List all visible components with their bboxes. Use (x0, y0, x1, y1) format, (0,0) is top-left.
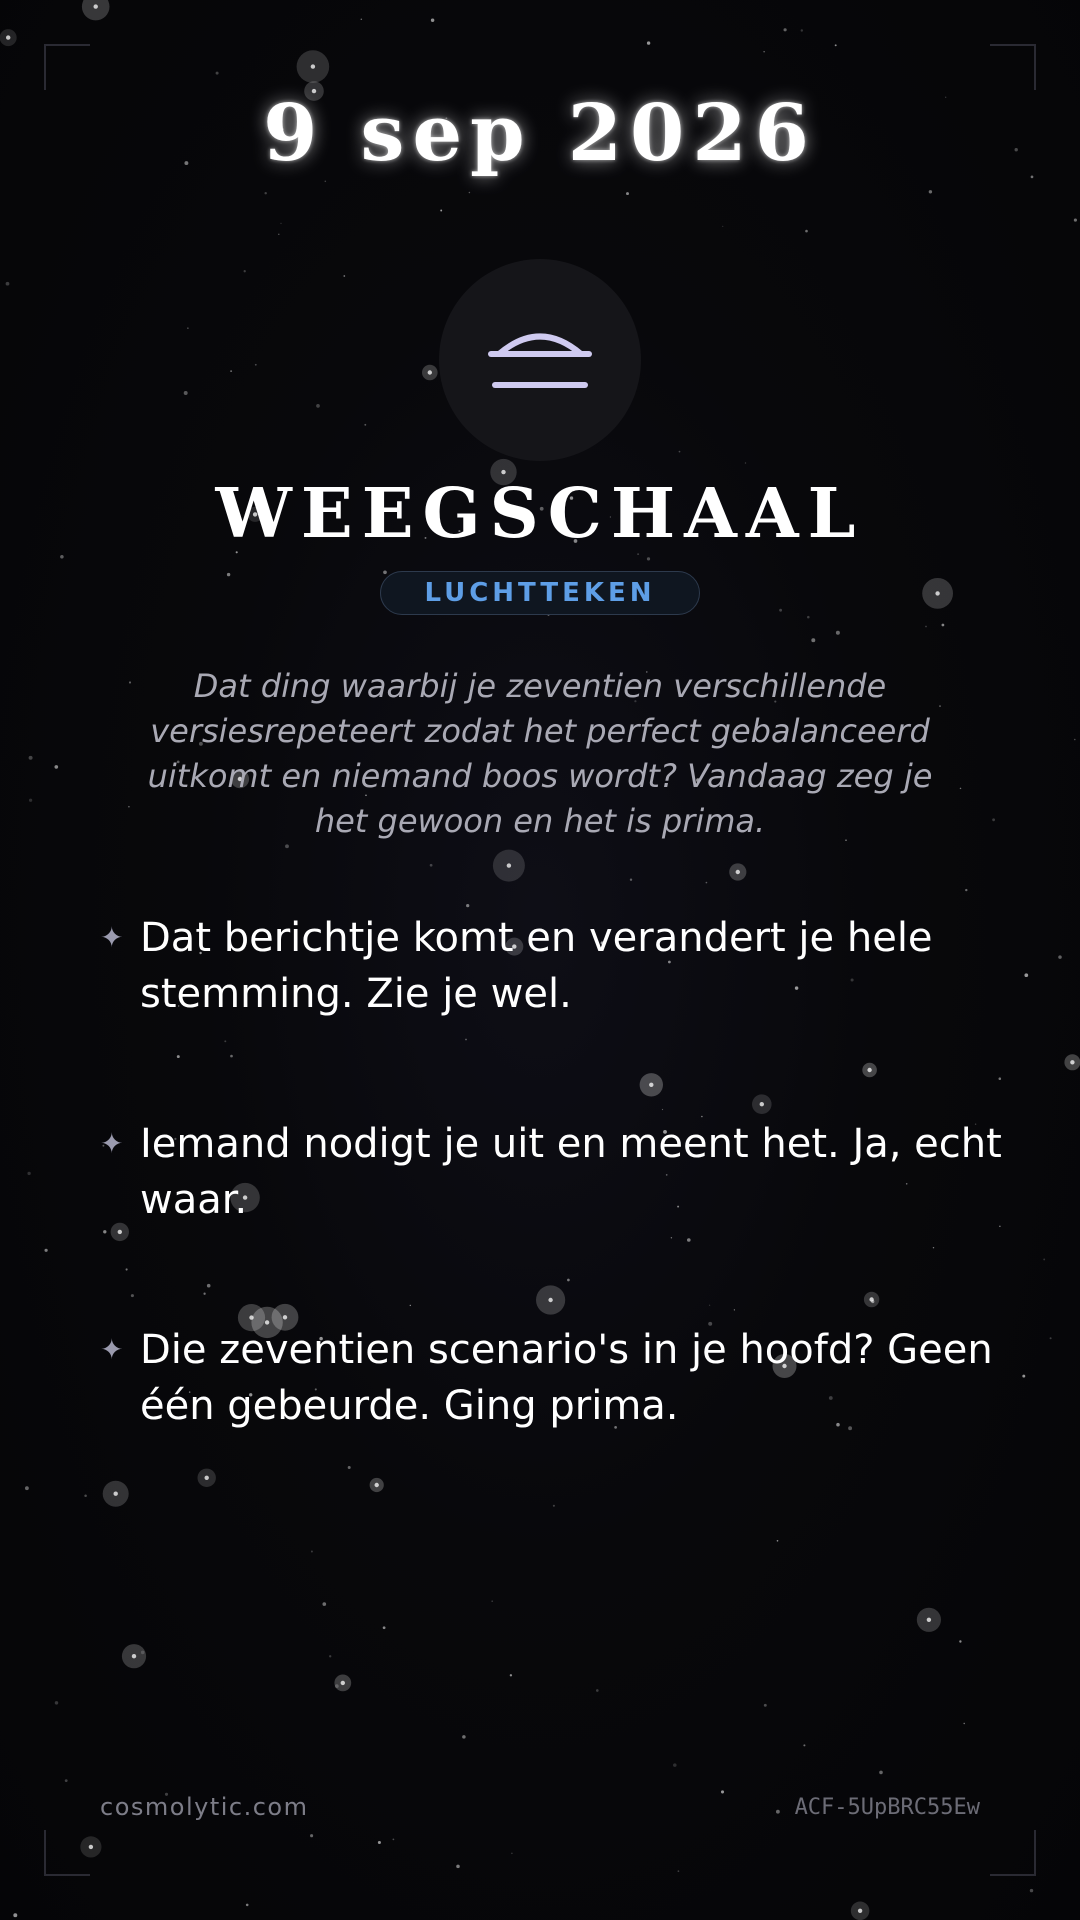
star (230, 370, 232, 372)
star (779, 609, 782, 612)
star (329, 1655, 331, 1657)
star (6, 35, 10, 39)
star (13, 1913, 17, 1917)
star (1022, 1375, 1025, 1378)
star (325, 181, 327, 183)
prediction-item (100, 1322, 1020, 1528)
star (1074, 219, 1077, 222)
star (706, 882, 708, 884)
star (811, 638, 815, 642)
star (310, 1834, 313, 1837)
star (94, 4, 98, 8)
star (807, 616, 810, 619)
star (647, 557, 650, 560)
star (673, 1763, 677, 1767)
star (596, 1689, 599, 1692)
star (1058, 955, 1062, 959)
star (764, 1704, 767, 1707)
star (187, 327, 188, 328)
star (507, 863, 511, 867)
prediction-list (100, 910, 1020, 1528)
prediction-text: Dat berichtje komt en verandert je hele stemming. Zie je wel. (140, 915, 933, 1017)
star (364, 424, 366, 426)
star (393, 1839, 395, 1841)
libra-scales-icon (485, 325, 595, 395)
intro-text: Dat ding waarbij je zeventien verschillende versiesrepeteert zodat het perfect gebalanceerd uitkomt en niemand boos wordt? Vandaag zeg je het gewoon en het is prima. (147, 667, 933, 840)
star (216, 72, 219, 75)
star (836, 631, 840, 635)
frame-corner-bottom-left (44, 1830, 90, 1876)
star (246, 1904, 249, 1907)
star (278, 234, 279, 235)
star (44, 1249, 47, 1252)
star (311, 1551, 313, 1553)
star (431, 18, 434, 21)
frame-corner-top-left (44, 44, 90, 90)
star (55, 1701, 58, 1704)
star (322, 1602, 326, 1606)
star (440, 210, 442, 212)
star (60, 555, 64, 559)
star (925, 626, 927, 628)
star (942, 624, 945, 627)
star (383, 1626, 386, 1629)
star (935, 591, 939, 595)
star (647, 41, 650, 44)
star (343, 275, 345, 277)
star-glow (82, 0, 110, 20)
star (383, 570, 387, 574)
star (679, 451, 681, 453)
star (1030, 1889, 1033, 1892)
star (626, 192, 629, 195)
star (316, 404, 320, 408)
star (469, 192, 471, 194)
star (25, 1486, 29, 1490)
star (963, 1723, 964, 1724)
star (777, 1540, 779, 1542)
horoscope-date: 9 sep 2026 (263, 88, 817, 179)
star (430, 864, 433, 867)
star (311, 64, 315, 68)
star (1070, 1060, 1074, 1064)
sparkle-bullet-icon: ✦ (100, 1127, 124, 1160)
star (927, 1618, 931, 1622)
star (361, 18, 363, 20)
star (1050, 1337, 1052, 1339)
element-badge: LUCHTTEKEN (380, 571, 700, 615)
star (184, 391, 188, 395)
star (801, 29, 803, 31)
star (264, 192, 266, 194)
star (805, 230, 808, 233)
star (630, 879, 632, 881)
star (763, 51, 764, 52)
star (428, 370, 432, 374)
star (132, 1654, 136, 1658)
star (341, 1681, 345, 1685)
star (965, 889, 967, 891)
star (285, 844, 289, 848)
frame-corner-top-right (990, 44, 1036, 90)
star (462, 1735, 466, 1739)
star (879, 1771, 883, 1775)
prediction-text: Die zeventien scenario's in je hoofd? Geen één gebeurde. Ging prima. (140, 1327, 993, 1429)
star (6, 282, 10, 286)
star (959, 1640, 961, 1642)
star (722, 226, 723, 227)
star (466, 904, 469, 907)
star (510, 1674, 512, 1676)
star (244, 270, 246, 272)
footer-site: cosmolytic.com (100, 1793, 309, 1821)
star (745, 462, 746, 463)
star (29, 756, 33, 760)
star (54, 765, 58, 769)
star (1043, 1258, 1045, 1260)
sign-name: WEEGSCHAAL (215, 474, 865, 554)
star (803, 1744, 805, 1746)
star (960, 788, 962, 790)
prediction-item (100, 910, 1020, 1116)
star (378, 1841, 381, 1844)
star (84, 1495, 87, 1498)
star (255, 364, 257, 366)
star (27, 1172, 30, 1175)
star (992, 818, 995, 821)
star (776, 1810, 780, 1814)
star (511, 1853, 512, 1854)
frame-corner-bottom-right (990, 1830, 1036, 1876)
sparkle-bullet-icon: ✦ (100, 1333, 124, 1366)
star (678, 1870, 680, 1872)
star (491, 1600, 493, 1602)
star (1024, 973, 1028, 977)
star (29, 799, 32, 802)
star (280, 223, 281, 224)
prediction-item (100, 1116, 1020, 1322)
prediction-text: Iemand nodigt je uit en meent het. Ja, echt waar. (140, 1121, 1002, 1223)
star (65, 1779, 68, 1782)
sparkle-bullet-icon: ✦ (100, 921, 124, 954)
star (835, 44, 837, 46)
star (721, 1790, 724, 1793)
star (736, 870, 740, 874)
footer-code: ACF-5UpBRC55Ew (794, 1795, 980, 1820)
star (456, 1865, 460, 1869)
star (784, 28, 787, 31)
star (929, 190, 932, 193)
sign-icon-circle (439, 259, 641, 461)
star (1074, 739, 1076, 741)
star (227, 573, 230, 576)
star (858, 1909, 862, 1913)
